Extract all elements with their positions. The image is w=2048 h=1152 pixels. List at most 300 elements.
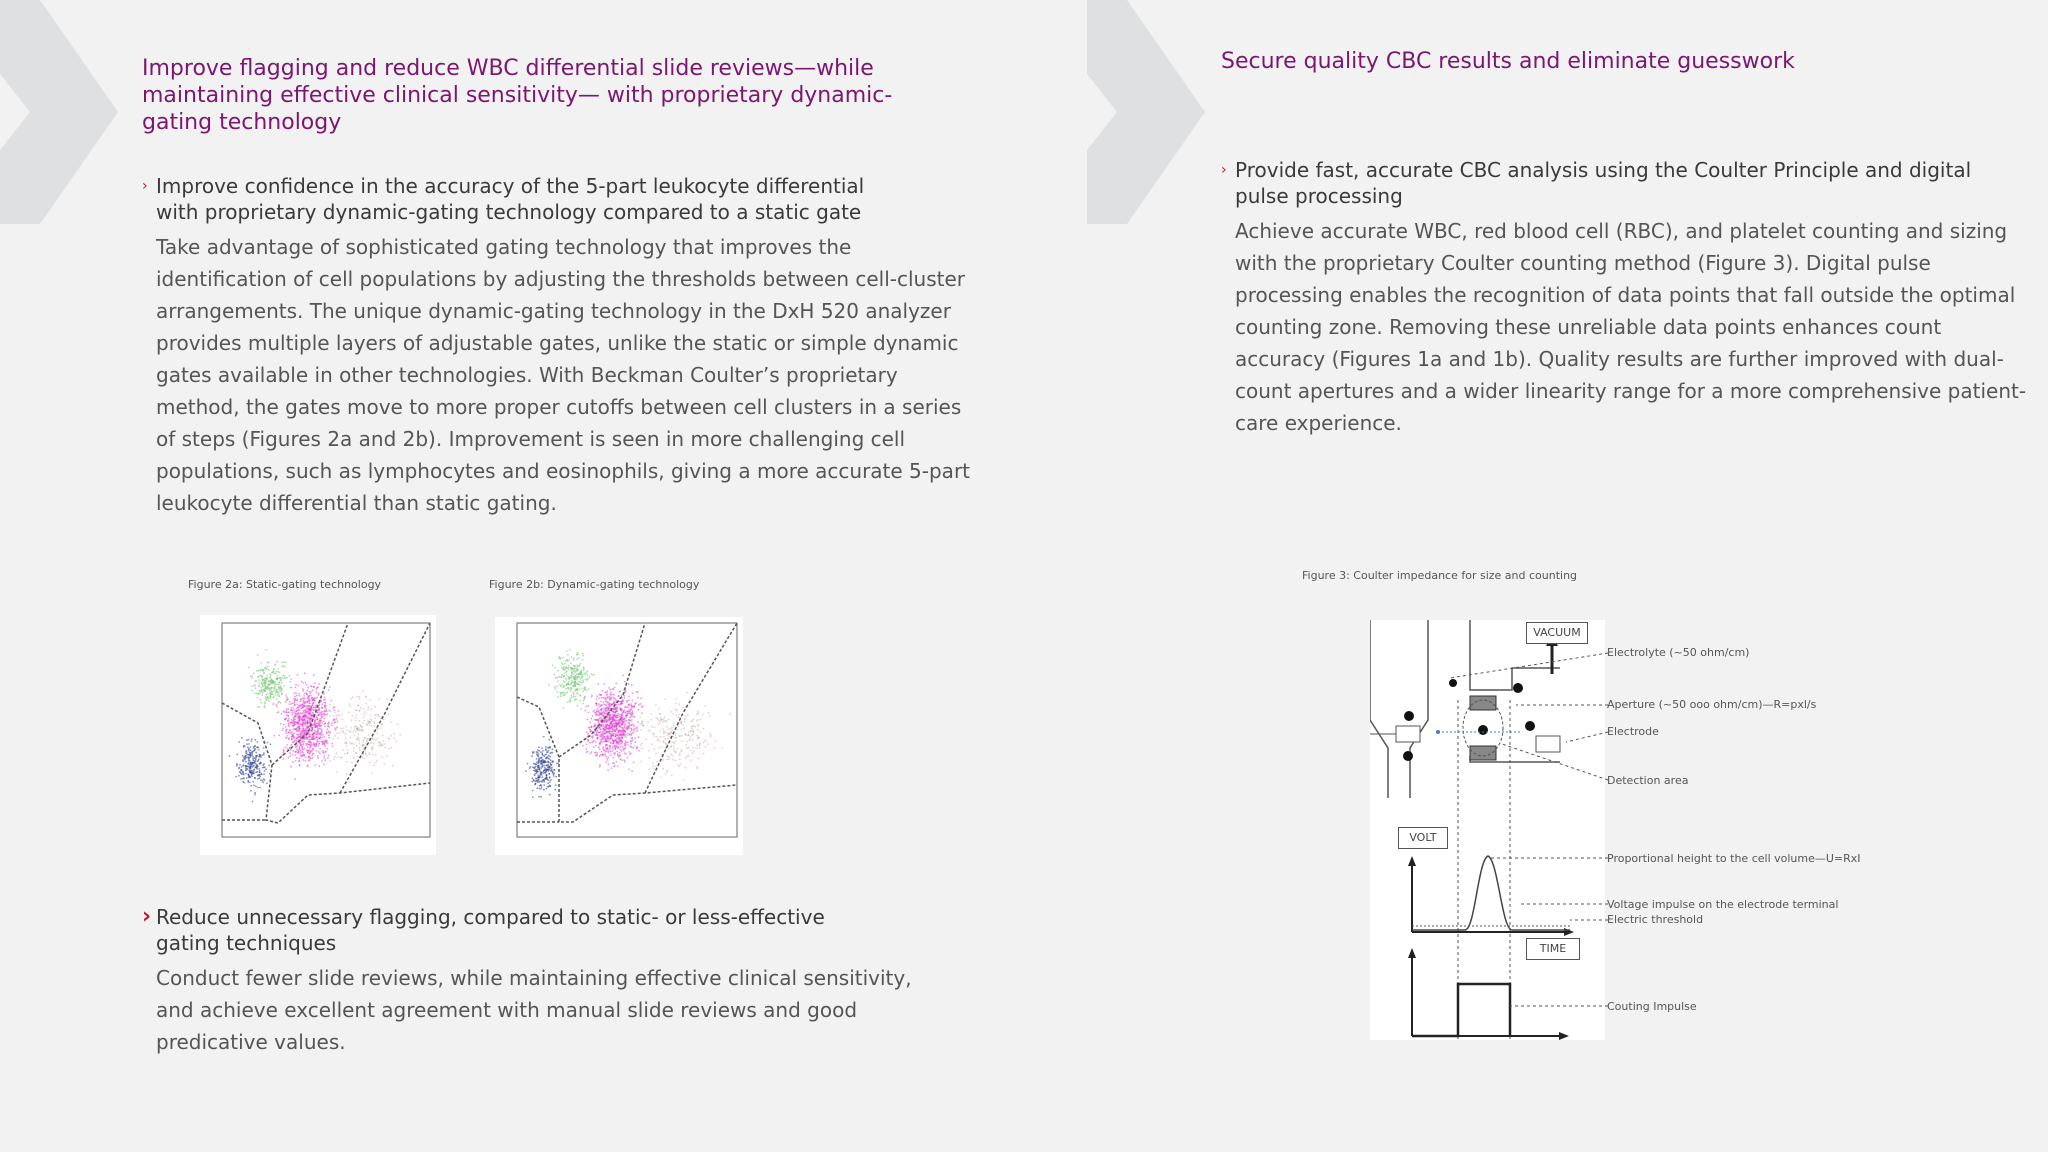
scatter-dot xyxy=(690,736,692,738)
scatter-dot xyxy=(298,723,300,725)
scatter-dot xyxy=(296,695,298,697)
scatter-dot xyxy=(561,662,563,664)
scatter-dot xyxy=(570,669,572,671)
scatter-dot xyxy=(323,758,325,760)
scatter-dot xyxy=(315,691,317,693)
scatter-dot xyxy=(661,746,663,748)
scatter-dot xyxy=(285,661,287,663)
scatter-dot xyxy=(570,677,572,679)
scatter-dot xyxy=(542,750,544,752)
scatter-dot xyxy=(574,671,576,673)
scatter-dot xyxy=(543,736,545,738)
scatter-dot xyxy=(573,659,575,661)
scatter-dot xyxy=(365,711,367,713)
scatter-dot xyxy=(674,737,676,739)
scatter-dot xyxy=(544,754,546,756)
scatter-dot xyxy=(640,729,642,731)
scatter-dot xyxy=(672,759,674,761)
scatter-dot xyxy=(324,745,326,747)
scatter-dot xyxy=(307,747,309,749)
scatter-dot xyxy=(348,703,350,705)
scatter-dot xyxy=(600,735,602,737)
scatter-dot xyxy=(613,723,615,725)
scatter-dot xyxy=(627,757,629,759)
scatter-dot xyxy=(621,700,623,702)
scatter-dot xyxy=(308,710,310,712)
scatter-dot xyxy=(271,681,273,683)
left-section-title: Improve flagging and reduce WBC differential slide reviews—while maintaining effective clinical sensitivity— with proprietary dynamic-gating technology xyxy=(142,56,893,135)
scatter-dot xyxy=(347,749,349,751)
scatter-dot xyxy=(570,683,572,685)
scatter-dot xyxy=(602,715,604,717)
scatter-dot xyxy=(291,731,293,733)
scatter-dot xyxy=(657,738,659,740)
scatter-dot xyxy=(538,760,540,762)
scatter-dot xyxy=(342,731,344,733)
scatter-dot xyxy=(573,665,575,667)
scatter-dot xyxy=(662,718,664,720)
scatter-dot xyxy=(313,745,315,747)
scatter-dot xyxy=(610,723,612,725)
scatter-dot xyxy=(301,681,303,683)
scatter-dot xyxy=(662,728,664,730)
scatter-dot xyxy=(587,705,589,707)
scatter-dot xyxy=(610,692,612,694)
scatter-dot xyxy=(616,710,618,712)
scatter-dot xyxy=(535,783,537,785)
scatter-dot xyxy=(318,745,320,747)
scatter-dot xyxy=(709,733,711,735)
scatter-dot xyxy=(308,705,310,707)
scatter-dot xyxy=(552,760,554,762)
scatter-dot xyxy=(570,690,572,692)
scatter-dot xyxy=(541,781,543,783)
scatter-dot xyxy=(617,732,619,734)
scatter-dot xyxy=(575,683,577,685)
scatter-dot xyxy=(359,729,361,731)
scatter-dot xyxy=(316,715,318,717)
scatter-dot xyxy=(307,718,309,720)
scatter-dot xyxy=(548,750,550,752)
scatter-dot xyxy=(705,746,707,748)
scatter-dot xyxy=(259,770,261,772)
scatter-dot xyxy=(550,762,552,764)
scatter-dot xyxy=(306,700,308,702)
scatter-dot xyxy=(624,681,626,683)
scatter-dot xyxy=(625,753,627,755)
scatter-dot xyxy=(666,759,668,761)
scatter-dot xyxy=(621,724,623,726)
scatter-dot xyxy=(316,725,318,727)
scatter-dot xyxy=(324,736,326,738)
scatter-dot xyxy=(641,742,643,744)
scatter-dot xyxy=(598,710,600,712)
scatter-dot xyxy=(302,744,304,746)
scatter-dot xyxy=(675,698,677,700)
scatter-dot xyxy=(557,677,559,679)
scatter-dot xyxy=(652,766,654,768)
scatter-dot xyxy=(544,769,546,771)
scatter-dot xyxy=(264,703,266,705)
scatter-dot xyxy=(312,689,314,691)
scatter-dot xyxy=(308,733,310,735)
scatter-dot xyxy=(283,751,285,753)
scatter-dot xyxy=(560,686,562,688)
scatter-dot xyxy=(302,726,304,728)
scatter-dot xyxy=(613,694,615,696)
scatter-dot xyxy=(266,668,268,670)
scatter-dot xyxy=(331,722,333,724)
callout-electrolyte: Electrolyte (~50 ohm/cm) xyxy=(1607,646,1750,659)
scatter-dot xyxy=(328,721,330,723)
figure-3-callouts xyxy=(1440,640,1610,1020)
scatter-dot xyxy=(251,738,253,740)
scatter-dot xyxy=(252,772,254,774)
scatter-dot xyxy=(600,709,602,711)
scatter-dot xyxy=(616,744,618,746)
scatter-dot xyxy=(634,745,636,747)
scatter-dot xyxy=(616,715,618,717)
scatter-dot xyxy=(545,746,547,748)
scatter-dot xyxy=(308,750,310,752)
scatter-dot xyxy=(604,746,606,748)
scatter-dot xyxy=(266,675,268,677)
scatter-dot xyxy=(300,741,302,743)
scatter-dot xyxy=(640,744,642,746)
scatter-dot xyxy=(322,737,324,739)
scatter-dot xyxy=(582,687,584,689)
scatter-dot xyxy=(250,785,252,787)
scatter-dot xyxy=(603,707,605,709)
scatter-dot xyxy=(532,751,534,753)
scatter-dot xyxy=(309,747,311,749)
scatter-dot xyxy=(573,693,575,695)
scatter-dot xyxy=(612,762,614,764)
scatter-dot xyxy=(381,724,383,726)
scatter-dot xyxy=(268,669,270,671)
scatter-dot xyxy=(241,766,243,768)
scatter-dot xyxy=(609,747,611,749)
scatter-dot xyxy=(584,710,586,712)
scatter-dot xyxy=(320,720,322,722)
scatter-dot xyxy=(361,726,363,728)
scatter-dot xyxy=(555,784,557,786)
scatter-dot xyxy=(347,730,349,732)
scatter-dot xyxy=(383,719,385,721)
scatter-dot xyxy=(602,711,604,713)
scatter-dot xyxy=(363,749,365,751)
scatter-dot xyxy=(571,672,573,674)
scatter-dot xyxy=(362,722,364,724)
scatter-dot xyxy=(248,762,250,764)
scatter-dot xyxy=(612,694,614,696)
scatter-dot xyxy=(318,765,320,767)
scatter-dot xyxy=(289,701,291,703)
scatter-dot xyxy=(676,729,678,731)
scatter-dot xyxy=(303,695,305,697)
scatter-dot xyxy=(264,696,266,698)
scatter-dot xyxy=(297,699,299,701)
scatter-dot xyxy=(355,717,357,719)
scatter-dot xyxy=(566,650,568,652)
scatter-dot xyxy=(707,743,709,745)
scatter-dot xyxy=(673,745,675,747)
scatter-dot xyxy=(283,749,285,751)
scatter-dot xyxy=(358,727,360,729)
scatter-dot xyxy=(293,718,295,720)
scatter-dot xyxy=(662,721,664,723)
scatter-dot xyxy=(248,766,250,768)
scatter-dot xyxy=(675,740,677,742)
scatter-dot xyxy=(298,685,300,687)
scatter-dot xyxy=(276,712,278,714)
scatter-dot xyxy=(538,765,540,767)
scatter-dot xyxy=(629,745,631,747)
scatter-dot xyxy=(595,741,597,743)
scatter-dot xyxy=(276,684,278,686)
scatter-dot xyxy=(607,741,609,743)
scatter-dot xyxy=(677,764,679,766)
right-bullet-1-heading: Provide fast, accurate CBC analysis using the Coulter Principle and digital pulse processing xyxy=(1235,158,1972,208)
scatter-dot xyxy=(257,676,259,678)
scatter-dot xyxy=(671,729,673,731)
scatter-dot xyxy=(660,777,662,779)
scatter-dot xyxy=(559,692,561,694)
scatter-dot xyxy=(266,698,268,700)
scatter-dot xyxy=(545,761,547,763)
scatter-dot xyxy=(571,675,573,677)
scatter-dot xyxy=(636,730,638,732)
scatter-dot xyxy=(351,715,353,717)
scatter-dot xyxy=(324,744,326,746)
scatter-dot xyxy=(312,734,314,736)
scatter-dot xyxy=(663,731,665,733)
scatter-dot xyxy=(547,756,549,758)
scatter-dot xyxy=(559,657,561,659)
scatter-dot xyxy=(324,739,326,741)
scatter-dot xyxy=(612,743,614,745)
scatter-dot xyxy=(328,689,330,691)
scatter-dot xyxy=(253,765,255,767)
scatter-dot xyxy=(281,682,283,684)
scatter-dot xyxy=(700,719,702,721)
scatter-dot xyxy=(341,714,343,716)
scatter-dot xyxy=(369,699,371,701)
scatter-dot xyxy=(287,735,289,737)
scatter-dot xyxy=(253,762,255,764)
scatter-dot xyxy=(305,729,307,731)
scatter-dot xyxy=(619,734,621,736)
scatter-dot xyxy=(258,679,260,681)
scatter-dot xyxy=(313,686,315,688)
scatter-dot xyxy=(247,780,249,782)
scatter-dot xyxy=(297,674,299,676)
scatter-dot xyxy=(255,771,257,773)
scatter-dot xyxy=(343,749,345,751)
scatter-dot xyxy=(621,716,623,718)
scatter-dot xyxy=(691,720,693,722)
scatter-dot xyxy=(262,680,264,682)
scatter-dot xyxy=(250,762,252,764)
scatter-dot xyxy=(577,664,579,666)
scatter-dot xyxy=(283,711,285,713)
scatter-dot xyxy=(578,680,580,682)
scatter-dot xyxy=(270,744,272,746)
scatter-dot xyxy=(609,714,611,716)
scatter-dot xyxy=(566,671,568,673)
scatter-dot xyxy=(287,748,289,750)
right-bullet-1 xyxy=(1221,157,2033,439)
scatter-dot xyxy=(300,733,302,735)
scatter-dot xyxy=(281,693,283,695)
scatter-dot xyxy=(258,768,260,770)
scatter-dot xyxy=(250,740,252,742)
scatter-dot xyxy=(323,693,325,695)
scatter-dot xyxy=(619,690,621,692)
scatter-dot xyxy=(341,757,343,759)
scatter-dot xyxy=(609,749,611,751)
scatter-dot xyxy=(612,711,614,713)
left-bullet-2-body: Conduct fewer slide reviews, while maintaining effective clinical sensitivity, and achieve excellent agreement with manual slide reviews and good predicative values. xyxy=(156,966,912,1054)
scatter-dot xyxy=(289,675,291,677)
scatter-dot xyxy=(538,758,540,760)
scatter-dot xyxy=(652,762,654,764)
scatter-dot xyxy=(615,721,617,723)
scatter-dot xyxy=(586,731,588,733)
scatter-dot xyxy=(307,752,309,754)
scatter-dot xyxy=(305,725,307,727)
scatter-dot xyxy=(680,751,682,753)
scatter-dot xyxy=(331,743,333,745)
scatter-dot xyxy=(585,672,587,674)
scatter-dot xyxy=(277,702,279,704)
scatter-dot xyxy=(602,731,604,733)
scatter-dot xyxy=(680,763,682,765)
scatter-dot xyxy=(605,729,607,731)
scatter-dot xyxy=(281,730,283,732)
scatter-dot xyxy=(625,747,627,749)
scatter-dot xyxy=(610,699,612,701)
scatter-dot xyxy=(606,710,608,712)
scatter-dot xyxy=(268,677,270,679)
scatter-dot xyxy=(555,677,557,679)
scatter-dot xyxy=(272,696,274,698)
scatter-dot xyxy=(594,752,596,754)
scatter-dot xyxy=(665,743,667,745)
scatter-dot xyxy=(289,755,291,757)
scatter-dot xyxy=(372,748,374,750)
scatter-dot xyxy=(295,754,297,756)
scatter-dot xyxy=(639,717,641,719)
scatter-dot xyxy=(308,736,310,738)
scatter-dot xyxy=(350,730,352,732)
scatter-dot xyxy=(326,732,328,734)
scatter-dot xyxy=(281,662,283,664)
scatter-dot xyxy=(341,719,343,721)
scatter-dot xyxy=(556,686,558,688)
scatter-dot xyxy=(658,720,660,722)
scatter-dot xyxy=(263,690,265,692)
chevron-decoration-left xyxy=(0,0,120,230)
scatter-dot xyxy=(580,681,582,683)
scatter-dot xyxy=(622,727,624,729)
scatter-dot xyxy=(666,720,668,722)
scatter-dot xyxy=(571,667,573,669)
left-bullet-1-body: Take advantage of sophisticated gating technology that improves the identification of cell populations by adjusting the thresholds between cell-cluster arrangements. The unique dynamic-gating technology in the DxH 520 analyzer provides multiple layers of adjustable gates, unlike the static or simple dynamic gates available in other technologies. With Beckman Coulter’s proprietary method, the gates move to more proper cutoffs between cell clusters in a series of steps (Figures 2a and 2b). Improvement is seen in more challenging cell populations, such as lymphocytes and eosinophils, giving a more accurate 5-part leukocyte differential than static gating. xyxy=(156,235,971,515)
scatter-dot xyxy=(532,781,534,783)
scatter-dot xyxy=(284,718,286,720)
scatter-dot xyxy=(568,659,570,661)
scatter-dot xyxy=(683,779,685,781)
scatter-dot xyxy=(637,709,639,711)
scatter-dot xyxy=(607,759,609,761)
scatter-dot xyxy=(371,772,373,774)
scatter-dot xyxy=(571,687,573,689)
scatter-dot xyxy=(249,768,251,770)
scatter-dot xyxy=(308,744,310,746)
scatter-dot xyxy=(596,729,598,731)
scatter-dot xyxy=(692,726,694,728)
scatter-dot xyxy=(257,774,259,776)
scatter-dot xyxy=(633,724,635,726)
scatter-dot xyxy=(292,734,294,736)
scatter-dot xyxy=(311,728,313,730)
scatter-dot xyxy=(353,757,355,759)
scatter-dot xyxy=(243,756,245,758)
scatter-dot xyxy=(619,758,621,760)
scatter-dot xyxy=(564,695,566,697)
scatter-dot xyxy=(631,737,633,739)
scatter-dot xyxy=(278,690,280,692)
scatter-dot xyxy=(354,726,356,728)
scatter-dot xyxy=(304,723,306,725)
scatter-dot xyxy=(329,686,331,688)
scatter-dot xyxy=(579,695,581,697)
scatter-dot xyxy=(658,708,660,710)
scatter-dot xyxy=(311,697,313,699)
scatter-dot xyxy=(533,767,535,769)
scatter-dot xyxy=(265,687,267,689)
scatter-dot xyxy=(625,742,627,744)
scatter-dot xyxy=(264,685,266,687)
scatter-dot xyxy=(297,709,299,711)
scatter-dot xyxy=(324,706,326,708)
scatter-dot xyxy=(332,707,334,709)
scatter-dot xyxy=(562,664,564,666)
scatter-dot xyxy=(268,680,270,682)
scatter-dot xyxy=(295,713,297,715)
scatter-dot xyxy=(624,721,626,723)
scatter-dot xyxy=(269,698,271,700)
scatter-dot xyxy=(258,693,260,695)
scatter-dot xyxy=(595,714,597,716)
scatter-dot xyxy=(300,712,302,714)
scatter-dot xyxy=(565,688,567,690)
scatter-dot xyxy=(614,752,616,754)
scatter-dot xyxy=(253,684,255,686)
scatter-dot xyxy=(548,758,550,760)
scatter-dot xyxy=(314,720,316,722)
scatter-dot xyxy=(329,715,331,717)
scatter-dot xyxy=(675,733,677,735)
scatter-dot xyxy=(301,747,303,749)
scatter-dot xyxy=(363,708,365,710)
scatter-dot xyxy=(686,747,688,749)
scatter-dot xyxy=(561,684,563,686)
scatter-dot xyxy=(710,736,712,738)
scatter-dot xyxy=(675,710,677,712)
scatter-dot xyxy=(274,688,276,690)
